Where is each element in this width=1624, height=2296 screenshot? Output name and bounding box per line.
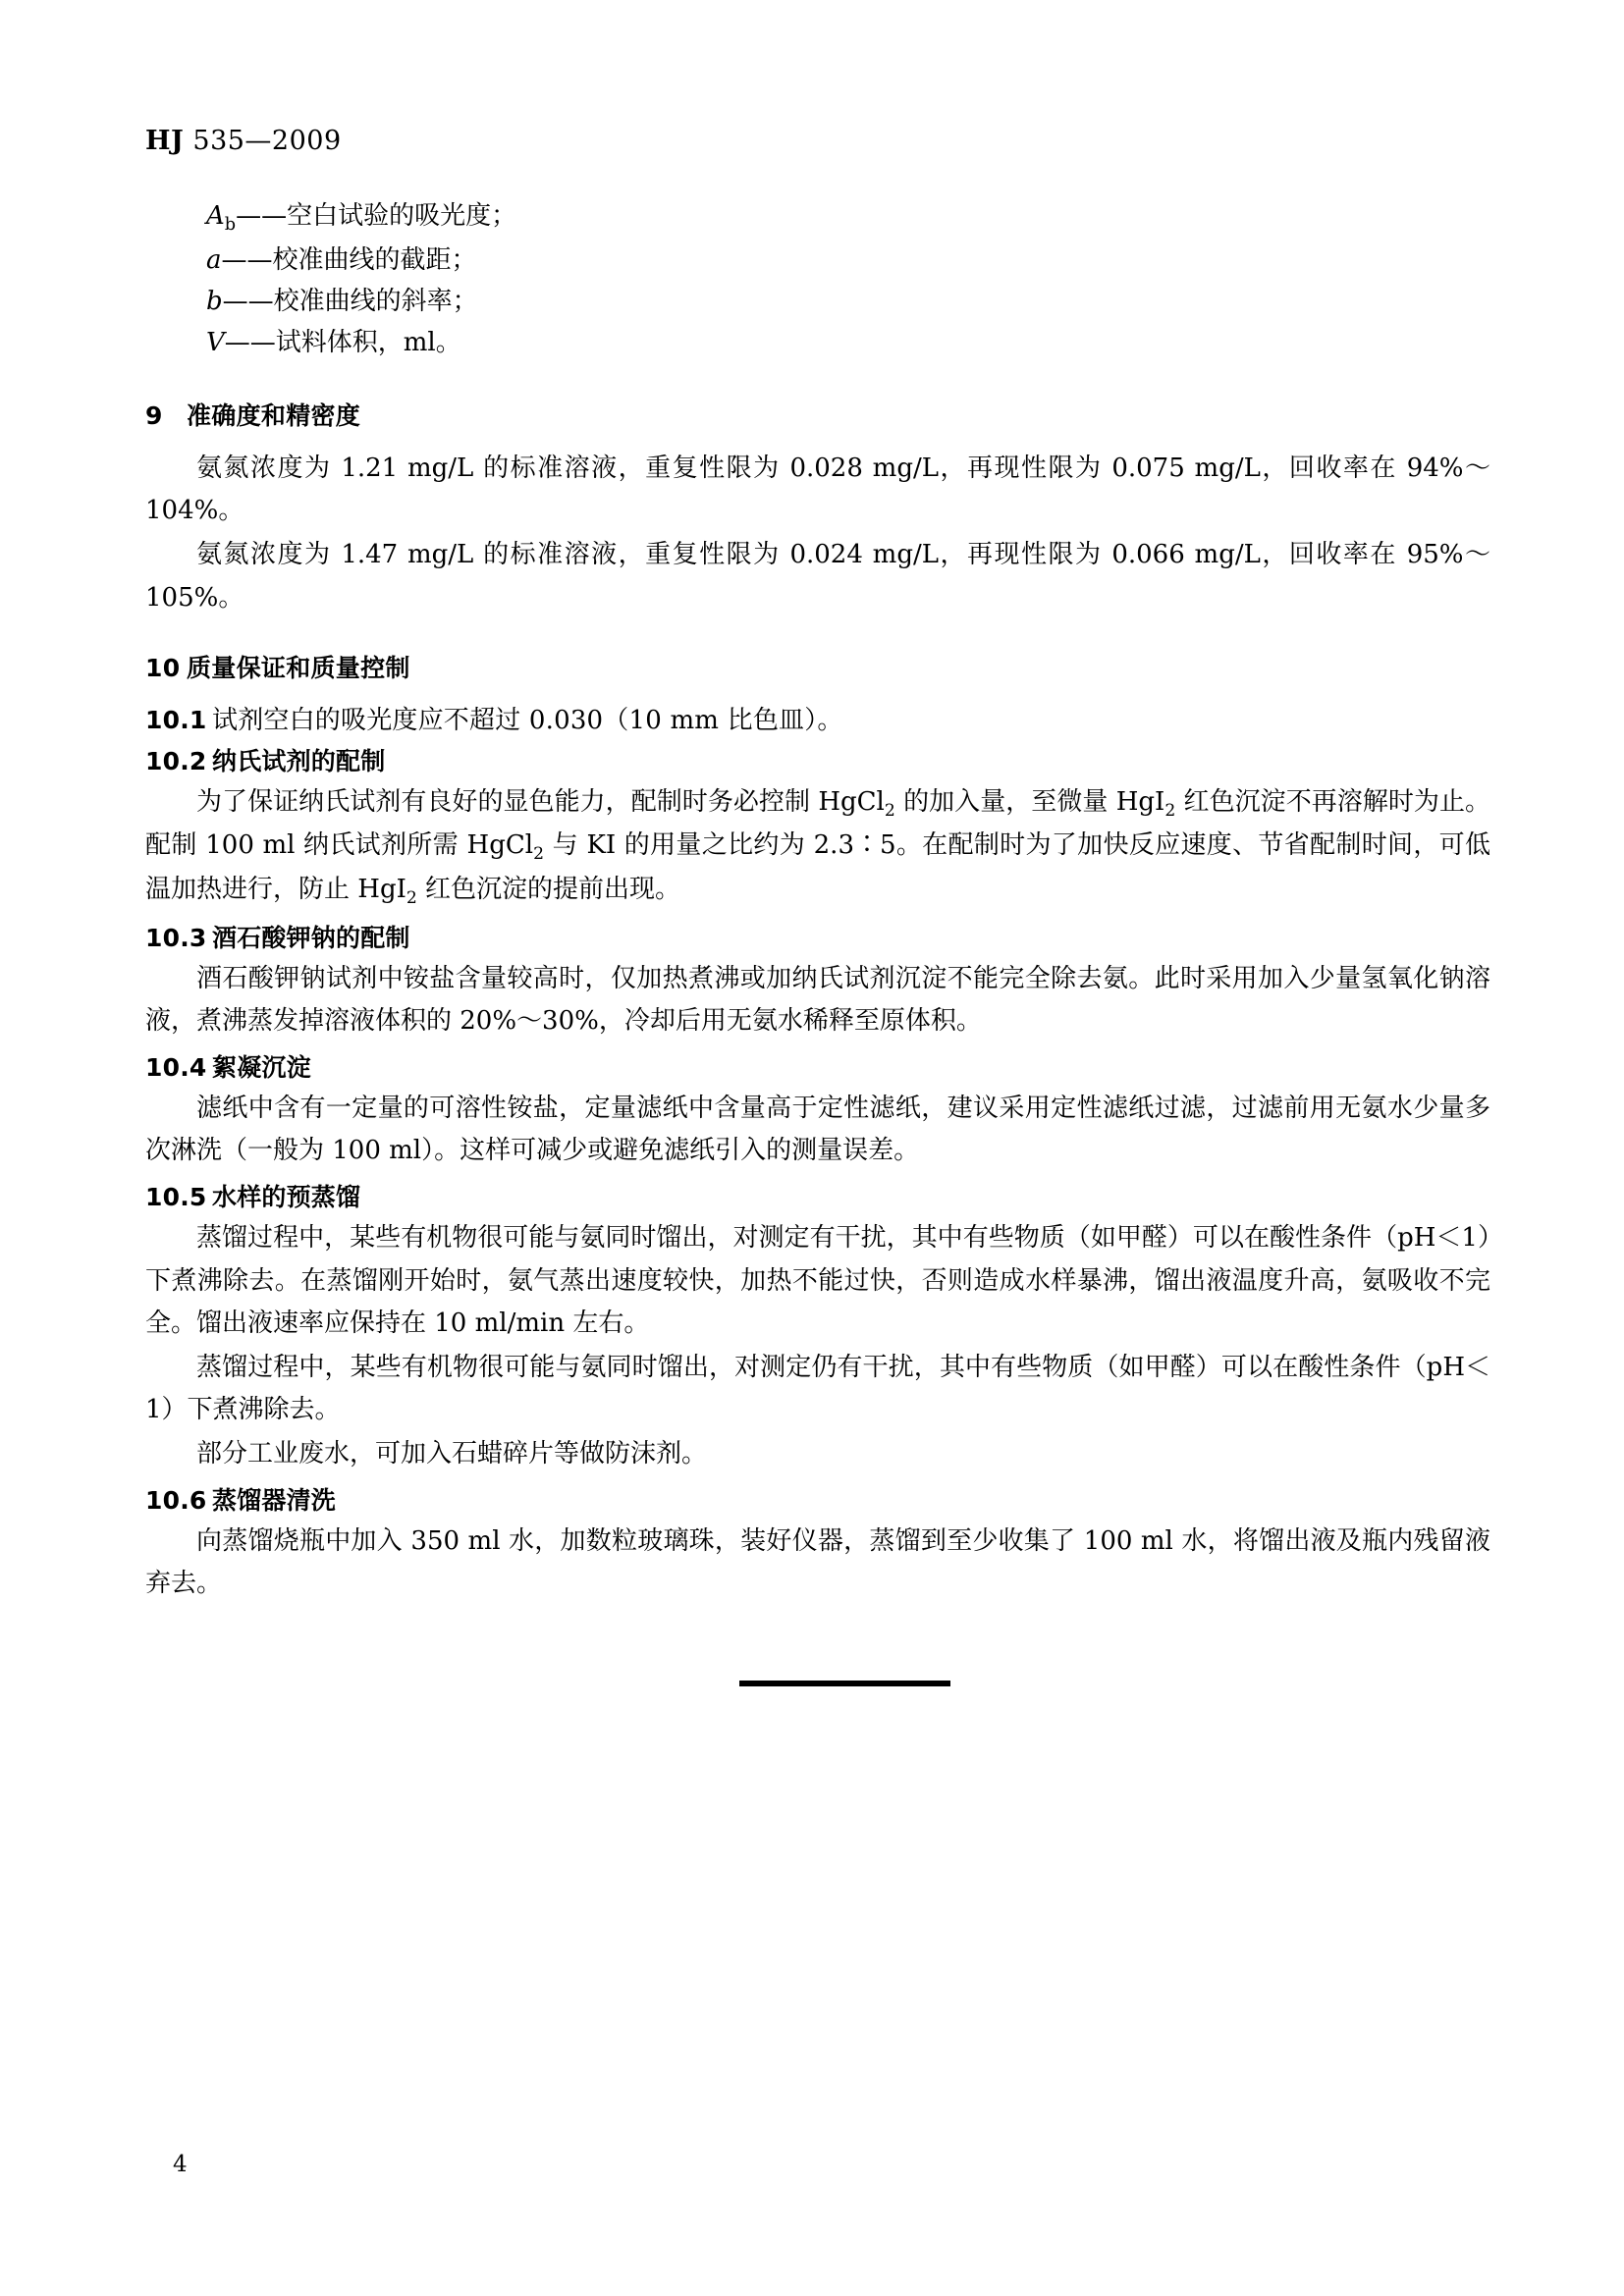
running-header bbox=[145, 126, 1490, 156]
para-frag-e: 红色沉淀的提前出现。 bbox=[416, 875, 681, 905]
symbol-definition-text: ——校准曲线的截距； bbox=[221, 244, 477, 275]
symbol-definition-text: ——空白试验的吸光度； bbox=[236, 201, 517, 231]
para-frag-d: 与 KI 的用量之比约为 2.3∶5。在配制时为了加快反应速度、节省配制时间，可低温加热进行，防止 HgI bbox=[145, 830, 1490, 905]
paragraph-10-5-3: 部分工业废水，可加入石蜡碎片等做防沫剂。 bbox=[196, 1439, 708, 1469]
paragraph-9-1: 氨氮浓度为 1.21 mg/L 的标准溶液，重复性限为 0.028 mg/L，再现性限为 0.075 mg/L，回收率在 94%～104%。 bbox=[145, 454, 1490, 526]
para-frag-a: 为了保证纳氏试剂有良好的显色能力，配制时务必控制 HgCl bbox=[196, 786, 885, 817]
subsection-number: 10.4 bbox=[145, 1053, 207, 1083]
para-sub-b: 2 bbox=[1164, 800, 1176, 821]
symbol-definition-text: ——校准曲线的斜率； bbox=[222, 286, 478, 316]
symbol-glyph: b bbox=[206, 286, 223, 316]
subsection-heading-10-6 bbox=[145, 1481, 1490, 1517]
subsection-title: 水样的预蒸馏 bbox=[212, 1183, 361, 1212]
subsection-number: 10.1 bbox=[145, 705, 207, 734]
paragraph-10-2 bbox=[145, 781, 1490, 913]
subsection-title: 纳氏试剂的配制 bbox=[212, 746, 386, 775]
subsection-heading-10-3 bbox=[145, 919, 1490, 954]
paragraph-10-5-1: 蒸馏过程中，某些有机物很可能与氨同时馏出，对测定有干扰，其中有些物质（如甲醛）可以在酸性条件（pH＜1）下煮沸除去。在蒸馏刚开始时，氨气蒸出速度较快，加热不能过快，否则造成水样暴沸，馏出液温度升高，氨吸收不完全。馏出液速率应保持在 10 ml/min 左右。 bbox=[145, 1223, 1490, 1338]
section-title: 质量保证和质量控制 bbox=[187, 653, 410, 682]
para-frag-b: 的加入量，至微量 HgI bbox=[894, 786, 1165, 817]
para-sub-c: 2 bbox=[533, 844, 544, 865]
subsection-heading-10-2 bbox=[145, 742, 1490, 777]
symbol-definition-list bbox=[145, 195, 1490, 363]
section-title: 准确度和精密度 bbox=[187, 401, 361, 431]
paragraph-10-4: 滤纸中含有一定量的可溶性铵盐，定量滤纸中含量高于定性滤纸，建议采用定性滤纸过滤，过滤前用无氨水少量多次淋洗（一般为 100 ml）。这样可减少或避免滤纸引入的测量误差。 bbox=[145, 1094, 1490, 1166]
para-sub-a: 2 bbox=[884, 800, 895, 821]
symbol-item-V bbox=[145, 322, 1490, 363]
symbol-glyph: V bbox=[206, 328, 225, 358]
subsection-heading-10-4 bbox=[145, 1048, 1490, 1084]
symbol-definition-text: ——试料体积，ml。 bbox=[224, 328, 461, 358]
standard-number: 535—2009 bbox=[192, 126, 342, 156]
end-of-document-rule bbox=[739, 1681, 950, 1686]
subsection-title: 酒石酸钾钠的配制 bbox=[212, 923, 410, 952]
symbol-item-b bbox=[145, 281, 1490, 322]
paragraph-10-3: 酒石酸钾钠试剂中铵盐含量较高时，仅加热煮沸或加纳氏试剂沉淀不能完全除去氨。此时采用加入少量氢氧化钠溶液，煮沸蒸发掉溶液体积的 20%～30%，冷却后用无氨水稀释至原体积。 bbox=[145, 963, 1490, 1036]
paragraph-10-5-2: 蒸馏过程中，某些有机物很可能与氨同时馏出，对测定仍有干扰，其中有些物质（如甲醛）可以在酸性条件（pH＜1）下煮沸除去。 bbox=[145, 1352, 1490, 1424]
section-number: 9 bbox=[145, 401, 163, 431]
symbol-item-a bbox=[145, 240, 1490, 281]
subsection-text: 试剂空白的吸光度应不超过 0.030（10 mm 比色皿）。 bbox=[212, 705, 843, 735]
paragraph-10-6: 向蒸馏烧瓶中加入 350 ml 水，加数粒玻璃珠，装好仪器，蒸馏到至少收集了 100 ml 水，将馏出液及瓶内残留液弃去。 bbox=[145, 1526, 1490, 1599]
section-heading-9 bbox=[145, 397, 1490, 432]
page-number: 4 bbox=[173, 2152, 188, 2177]
symbol-glyph: $A_b$ bbox=[206, 201, 237, 236]
section-number: 10 bbox=[145, 653, 181, 682]
paragraph-9-2: 氨氮浓度为 1.47 mg/L 的标准溶液，重复性限为 0.024 mg/L，再现性限为 0.066 mg/L，回收率在 95%～105%。 bbox=[145, 540, 1490, 613]
section-heading-10 bbox=[145, 649, 1490, 684]
subsection-heading-10-1 bbox=[145, 700, 1490, 736]
page-content bbox=[145, 126, 1490, 1686]
subsection-number: 10.3 bbox=[145, 923, 207, 952]
symbol-item-Ab bbox=[145, 195, 1490, 240]
subsection-number: 10.5 bbox=[145, 1183, 207, 1212]
subsection-title: 蒸馏器清洗 bbox=[212, 1486, 337, 1516]
subsection-title: 絮凝沉淀 bbox=[212, 1053, 311, 1083]
subsection-heading-10-5 bbox=[145, 1178, 1490, 1213]
subsection-number: 10.2 bbox=[145, 746, 207, 775]
para-sub-d: 2 bbox=[406, 888, 417, 909]
symbol-glyph: a bbox=[206, 244, 222, 275]
para-frag-c: 红色沉淀不再溶解时为止。配制 100 ml 纳氏试剂所需 HgCl bbox=[145, 786, 1491, 861]
subsection-number: 10.6 bbox=[145, 1486, 207, 1516]
standard-prefix: HJ bbox=[145, 126, 185, 156]
end-of-document-rule-wrapper bbox=[145, 1681, 1490, 1686]
